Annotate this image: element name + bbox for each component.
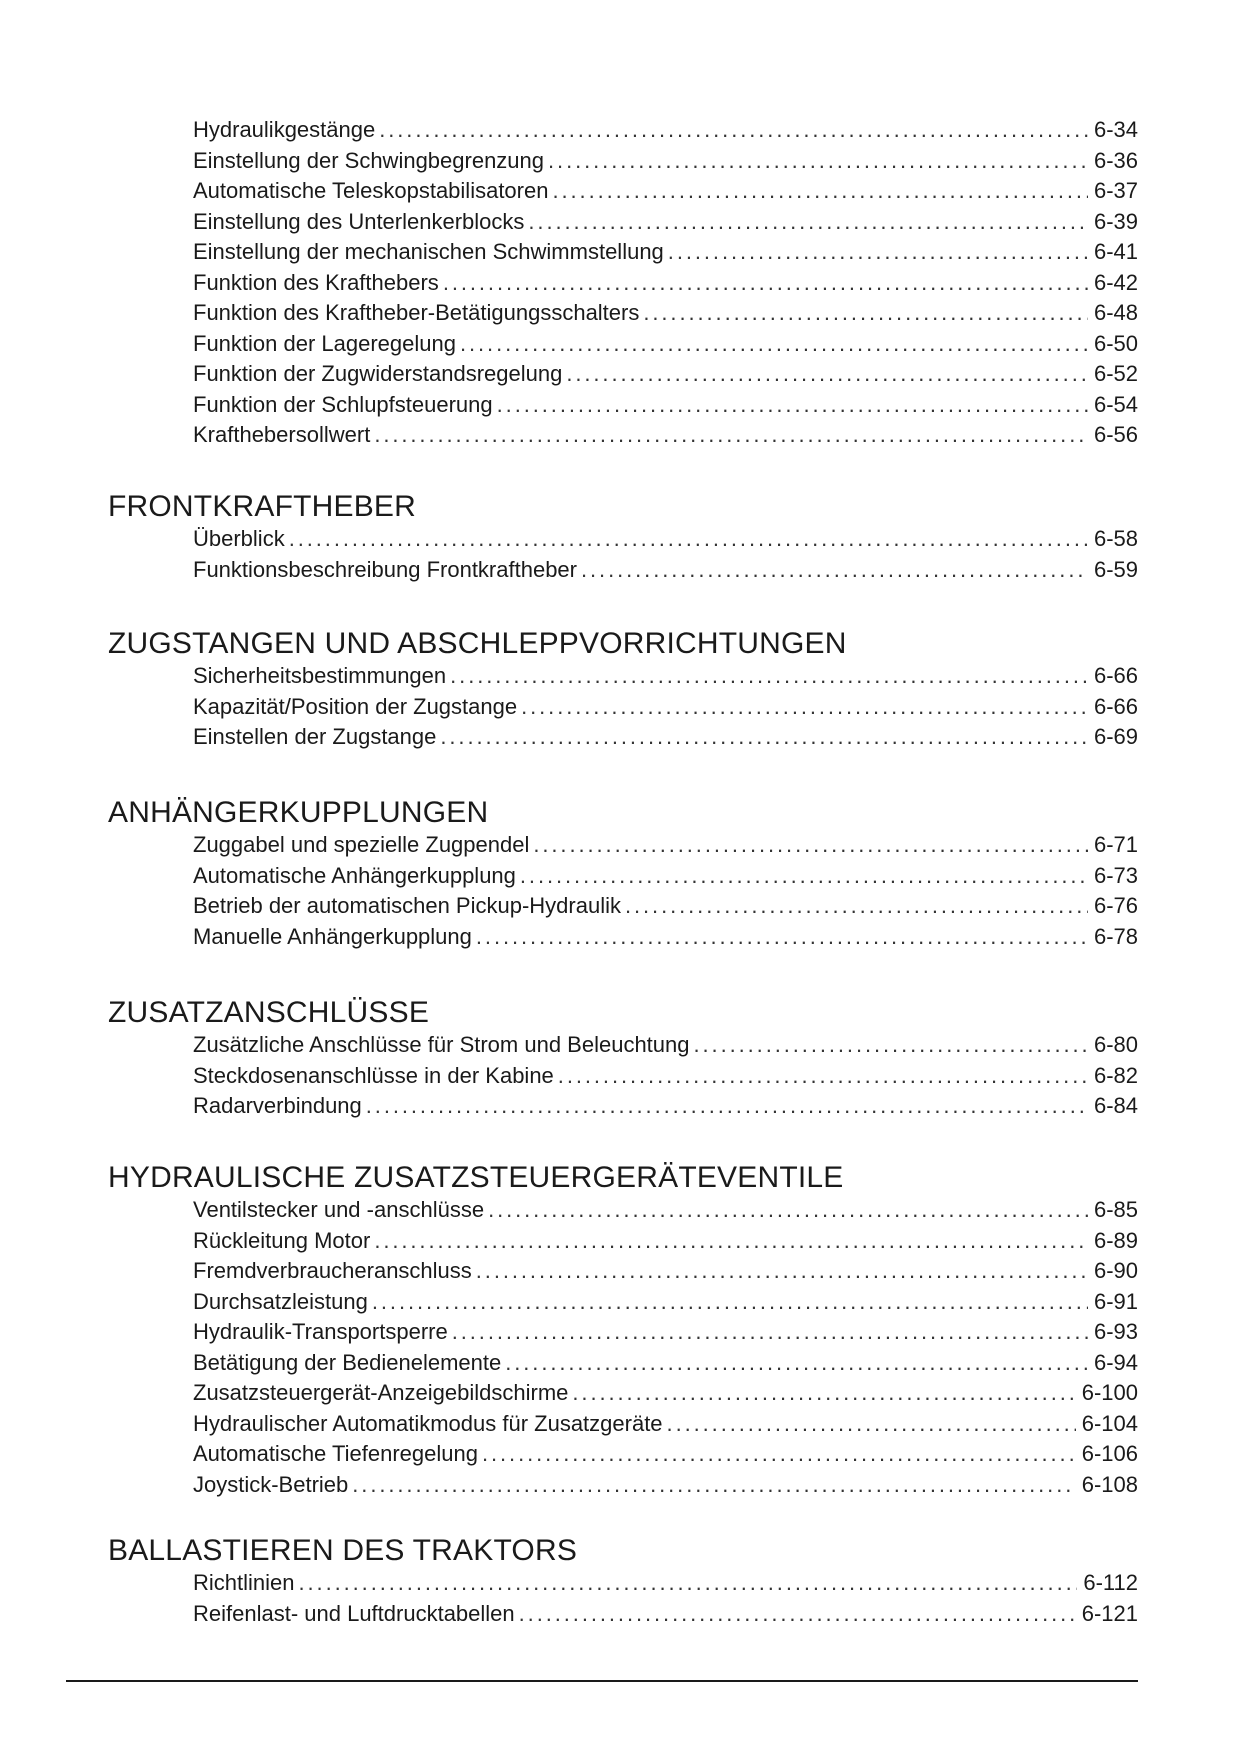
toc-entry-title: Funktion des Krafthebers [193,269,439,295]
section-heading: ZUSATZANSCHLÜSSE [108,996,430,1029]
toc-entry-list [108,830,1138,952]
toc-entry-title: Zuggabel und spezielle Zugpendel [193,832,530,857]
section-heading: ANHÄNGERKUPPLUNGEN [108,796,489,829]
toc-entry-list [108,115,1138,451]
toc-entry[interactable] [193,830,1138,861]
toc-entry[interactable] [193,237,1138,268]
dot-leader [460,329,1088,360]
toc-entry-page-number: 6-76 [1093,893,1138,918]
toc-section [108,1534,1138,1629]
toc-entry-title: Hydraulik-Transportsperre [193,1319,448,1344]
toc-entry-title: Betätigung der Bedienelemente [193,1349,502,1375]
toc-entry-title: Steckdosenanschlüsse in der Kabine [193,1062,554,1088]
toc-entry[interactable] [193,1439,1138,1470]
toc-entry-title: Kapazität/Position der Zugstange [193,693,518,719]
dot-leader [581,555,1088,586]
toc-section [108,490,1138,585]
toc-entry[interactable] [193,420,1138,451]
toc-entry-page-number: 6-91 [1093,1288,1138,1314]
toc-entry-list [108,1195,1138,1500]
toc-entry-list [108,1568,1138,1629]
toc-entry-page-number: 6-80 [1093,1032,1138,1057]
dot-leader [476,1256,1088,1287]
toc-entry-title: Reifenlast- und Luftdrucktabellen [193,1600,515,1626]
toc-entry-page-number: 6-42 [1093,269,1138,295]
toc-entry-title: Hydraulischer Automatikmodus für Zusatzgeräte [193,1410,663,1436]
toc-entry[interactable] [193,1348,1138,1379]
toc-entry[interactable] [193,661,1138,692]
toc-entry[interactable] [193,524,1138,555]
toc-entry-page-number: 6-78 [1093,923,1138,949]
toc-entry-title: Zusätzliche Anschlüsse für Strom und Beleuchtung [193,1032,690,1057]
toc-entry-title: Rückleitung Motor [193,1227,371,1253]
dot-leader [299,1568,1078,1599]
toc-entry[interactable] [193,1030,1138,1061]
toc-entry[interactable] [193,1091,1138,1122]
toc-entry-title: Funktionsbeschreibung Frontkraftheber [193,556,577,582]
toc-entry-title: Funktion der Schlupfsteuerung [193,391,493,417]
toc-entry-page-number: 6-121 [1081,1600,1138,1626]
toc-entry-page-number: 6-85 [1093,1197,1138,1222]
toc-entry[interactable] [193,207,1138,238]
dot-leader [476,922,1088,953]
toc-entry[interactable] [193,922,1138,953]
toc-entry[interactable] [193,1470,1138,1501]
dot-leader [533,830,1088,861]
section-heading: ZUGSTANGEN UND ABSCHLEPPVORRICHTUNGEN [108,627,847,660]
toc-entry-title: Ventilstecker und -anschlüsse [193,1197,485,1222]
toc-entry-page-number: 6-84 [1093,1093,1138,1118]
toc-entry-page-number: 6-58 [1093,526,1138,551]
dot-leader [548,146,1088,177]
toc-entry-page-number: 6-41 [1093,239,1138,264]
toc-entry-page-number: 6-106 [1081,1441,1138,1466]
toc-section [108,996,1138,1122]
toc-entry-title: Einstellung des Unterlenkerblocks [193,208,525,234]
toc-entry-page-number: 6-90 [1093,1258,1138,1283]
toc-entry-title: Automatische Tiefenregelung [193,1441,478,1466]
toc-entry[interactable] [193,555,1138,586]
toc-entry-page-number: 6-73 [1093,862,1138,888]
toc-entry[interactable] [193,1287,1138,1318]
toc-entry-title: Durchsatzleistung [193,1288,368,1314]
toc-entry[interactable] [193,268,1138,299]
toc-entry-title: Betrieb der automatischen Pickup-Hydraulik [193,893,621,918]
toc-entry-title: Joystick-Betrieb [193,1471,349,1497]
dot-leader [482,1439,1076,1470]
toc-entry[interactable] [193,146,1138,177]
dot-leader [374,1226,1088,1257]
toc-entry-page-number: 6-108 [1081,1471,1138,1497]
dot-leader [566,359,1088,390]
toc-entry-page-number: 6-93 [1093,1319,1138,1344]
toc-entry-page-number: 6-56 [1093,422,1138,447]
section-heading: FRONTKRAFTHEBER [108,490,417,523]
toc-entry-page-number: 6-100 [1081,1380,1138,1405]
toc-entry[interactable] [193,1226,1138,1257]
dot-leader [443,268,1088,299]
dot-leader [505,1348,1088,1379]
toc-entry-title: Sicherheitsbestimmungen [193,663,447,688]
toc-entry-title: Funktion der Lageregelung [193,330,456,356]
toc-entry[interactable] [193,359,1138,390]
dot-leader [366,1091,1088,1122]
toc-section [108,796,1138,952]
toc-entry-title: Automatische Teleskopstabilisatoren [193,178,549,203]
dot-leader [352,1470,1075,1501]
toc-entry-title: Automatische Anhängerkupplung [193,862,516,888]
toc-entry-page-number: 6-104 [1081,1410,1138,1436]
dot-leader [497,390,1088,421]
toc-entry[interactable] [193,1195,1138,1226]
toc-entry-page-number: 6-48 [1093,300,1138,325]
dot-leader [572,1378,1075,1409]
toc-section [108,627,1138,753]
toc-entry[interactable] [193,861,1138,892]
toc-entry-page-number: 6-39 [1093,208,1138,234]
toc-entry-page-number: 6-50 [1093,330,1138,356]
dot-leader [374,420,1088,451]
toc-entry[interactable] [193,176,1138,207]
dot-leader [694,1030,1088,1061]
dot-leader [289,524,1088,555]
toc-entry-title: Radarverbindung [193,1093,362,1118]
toc-entry-page-number: 6-71 [1093,832,1138,857]
toc-entry-page-number: 6-34 [1093,117,1138,142]
dot-leader [668,237,1088,268]
dot-leader [625,891,1088,922]
dot-leader [450,661,1088,692]
toc-entry-title: Manuelle Anhängerkupplung [193,923,472,949]
toc-entry-title: Hydraulikgestänge [193,117,376,142]
dot-leader [519,1599,1076,1630]
section-heading: BALLASTIEREN DES TRAKTORS [108,1534,578,1567]
toc-entry-page-number: 6-94 [1093,1349,1138,1375]
toc-entry-title: Funktion der Zugwiderstandsregelung [193,361,563,386]
toc-entry-title: Einstellung der Schwingbegrenzung [193,147,545,173]
dot-leader [558,1061,1088,1092]
dot-leader [667,1409,1076,1440]
toc-entry[interactable] [193,1599,1138,1630]
toc-entry[interactable] [193,1256,1138,1287]
toc-entry-page-number: 6-82 [1093,1062,1138,1088]
dot-leader [520,861,1088,892]
dot-leader [552,176,1087,207]
toc-section [108,1161,1138,1500]
toc-entry-list [108,661,1138,753]
toc-entry-page-number: 6-54 [1093,391,1138,417]
toc-entry-title: Einstellung der mechanischen Schwimmstellung [193,239,664,264]
toc-entry-page-number: 6-52 [1093,361,1138,386]
toc-entry-page-number: 6-69 [1093,724,1138,749]
toc-entry-title: Fremdverbraucheranschluss [193,1258,472,1283]
toc-entry-page-number: 6-59 [1093,556,1138,582]
toc-entry[interactable] [193,1317,1138,1348]
toc-entry-title: Zusatzsteuergerät-Anzeigebildschirme [193,1380,569,1405]
toc-entry-page-number: 6-36 [1093,147,1138,173]
toc-entry-page-number: 6-66 [1093,693,1138,719]
toc-entry-page-number: 6-66 [1093,663,1138,688]
toc-entry-title: Richtlinien [193,1570,295,1595]
toc-entry-list [108,524,1138,585]
toc-entry[interactable] [193,298,1138,329]
toc-section [108,115,1138,451]
section-heading: HYDRAULISCHE ZUSATZSTEUERGERÄTEVENTILE [108,1161,844,1194]
toc-entry[interactable] [193,390,1138,421]
toc-entry-page-number: 6-37 [1093,178,1138,203]
dot-leader [643,298,1088,329]
footer-rule [66,1680,1138,1682]
toc-entry-list [108,1030,1138,1122]
toc-entry[interactable] [193,115,1138,146]
dot-leader [440,722,1088,753]
dot-leader [528,207,1088,238]
toc-entry[interactable] [193,1378,1138,1409]
toc-entry-title: Einstellen der Zugstange [193,724,437,749]
toc-entry-page-number: 6-112 [1083,1570,1138,1595]
dot-leader [372,1287,1088,1318]
toc-entry-title: Überblick [193,526,285,551]
dot-leader [379,115,1088,146]
toc-entry[interactable] [193,692,1138,723]
toc-entry[interactable] [193,1409,1138,1440]
toc-entry[interactable] [193,1061,1138,1092]
toc-entry[interactable] [193,1568,1138,1599]
toc-entry[interactable] [193,891,1138,922]
toc-entry-title: Krafthebersollwert [193,422,371,447]
dot-leader [521,692,1088,723]
dot-leader [488,1195,1088,1226]
toc-entry[interactable] [193,722,1138,753]
toc-entry[interactable] [193,329,1138,360]
toc-entry-page-number: 6-89 [1093,1227,1138,1253]
dot-leader [452,1317,1088,1348]
toc-entry-title: Funktion des Kraftheber-Betätigungsschalters [193,300,640,325]
